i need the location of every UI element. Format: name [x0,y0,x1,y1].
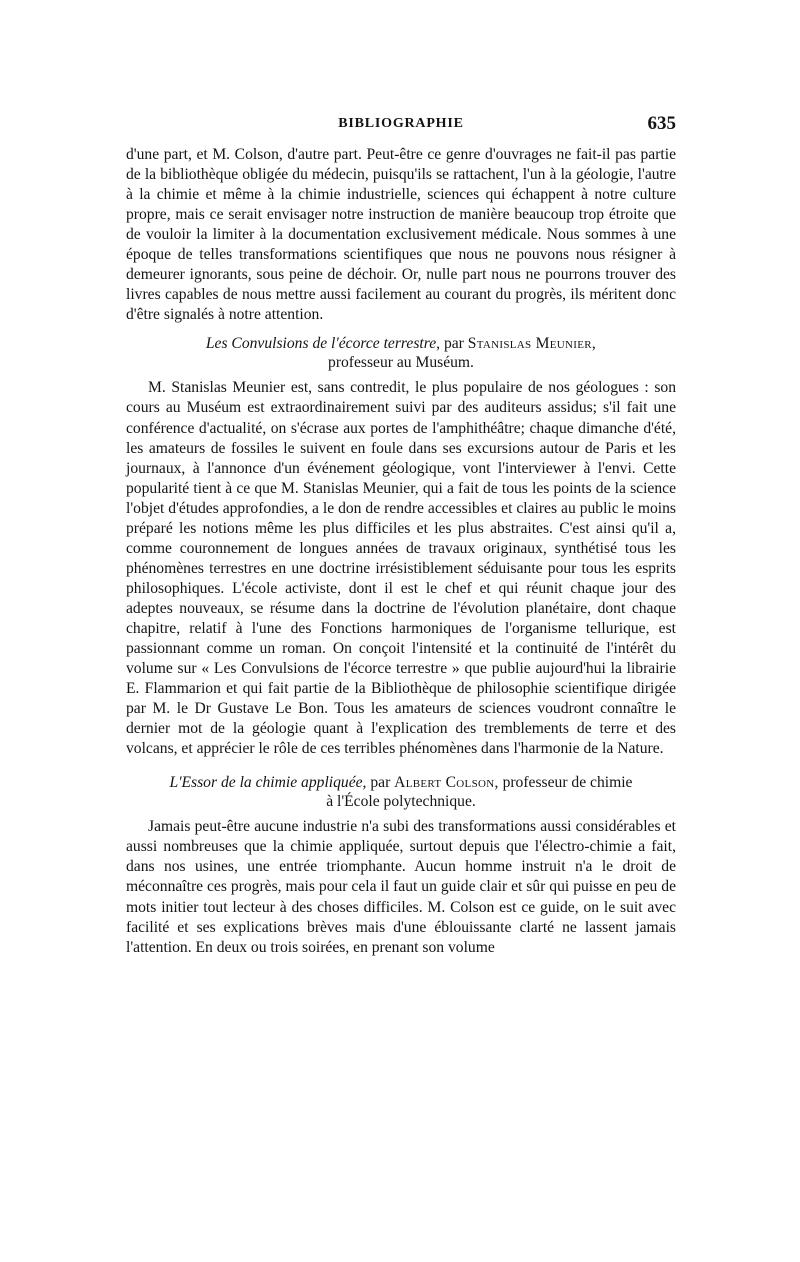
author-affiliation: professeur de chimie [498,774,633,792]
by-word: par [366,774,395,792]
running-title: BIBLIOGRAPHIE [338,116,464,131]
author-affiliation-continued: à l'École polytechnique. [326,793,476,811]
review-body-convulsions: M. Stanislas Meunier est, sans contredit, le plus populaire de nos géologues : son cours au Muséum est extraordinairement suivi par des auditeurs assidus; s'il fait une conférence d'actualité, on s'écrase aux portes de l'amphithéâtre; chaque dimanche d'été, les amateurs de fossiles le suivent en foule dans ses excursions autour de Paris et les journaux, à l'annonce d'un événement géologique, vont l'interviewer à l'envi. Cette popularité tient à ce que M. Stanislas Meunier, qui a fait de tous les points de la science l'objet d'études approfondies, a le don de rendre accessibles et claires au public le moins préparé les notions même les plus difficiles et les plus abstraites. C'est ainsi qu'il a, comme couronnement de longues années de travaux originaux, synthétisé tous les phénomènes terrestres en une doctrine irrésistiblement séduisante pour tous les esprits philosophiques. L'école activiste, dont il est le chef et qui réunit chaque jour des adeptes nouveaux, se résume dans la doctrine de l'évolution planétaire, dont chaque chapitre, relatif à l'une des Fonctions harmoniques de l'organisme tellurique, est passionnant comme un roman. On conçoit l'intensité et la continuité de l'intérêt du volume sur « Les Convulsions de l'écorce terrestre » que publie aujourd'hui la librairie E. Flammarion et qui fait partie de la Bibliothèque de philosophie scientifique dirigée par M. le Dr Gustave Le Bon. Tous les amateurs de sciences voudront connaître le dernier mot de la géologie quant à l'explication des tremblements de terre et des volcans, et apprécier le rôle de ces terribles phénomènes dans l'harmonie de la Nature. [126,379,676,758]
intro-paragraph: d'une part, et M. Colson, d'autre part. Peut-être ce genre d'ouvrages ne fait-il pas partie de la bibliothèque obligée du médecin, puisqu'ils se rattachent, l'un à la géologie, l'autre à la chimie et même à la chimie industrielle, sciences qui échappent à notre culture propre, mais ce serait envisager notre instruction de manière beaucoup trop étroite que de vouloir la limiter à la documentation exclusivement médicale. Nous sommes à une époque de telles transformations scientifiques que nous ne pouvons nous résigner à demeurer ignorants, sous peine de déchoir. Or, nulle part nous ne pourrons trouver des livres capables de nous mettre aussi facilement au courant du progrès, ils méritent donc d'être signalés à notre attention. [126,146,676,324]
review-heading-chimie [126,773,676,811]
text-body [126,145,676,958]
book-author: Albert Colson, [394,774,499,792]
author-affiliation: professeur au Muséum. [328,354,474,372]
book-title: L'Essor de la chimie appliquée, [169,774,367,792]
page-number: 635 [647,113,676,134]
running-head [126,113,676,140]
book-author: Stanislas Meunier, [467,335,597,353]
book-title: Les Convulsions de l'écorce terrestre, [205,335,441,353]
by-word: par [440,335,468,353]
review-body-chimie: Jamais peut-être aucune industrie n'a subi des transformations aussi considérables et aussi nombreuses que la chimie appliquée, surtout depuis que l'électro-chimie a fait, dans nos usines, une entrée triomphante. Aucun homme instruit n'a le droit de méconnaître ces progrès, mais pour cela il faut un guide clair et sûr qui puisse en peu de mots initier tout lecteur à des choses difficiles. M. Colson est ce guide, on le suit avec facilité et ses explications brèves mais d'une éblouissante clarté ne lassent jamais l'attention. En deux ou trois soirées, en prenant son volume [126,818,676,956]
review-heading-convulsions [126,334,676,372]
